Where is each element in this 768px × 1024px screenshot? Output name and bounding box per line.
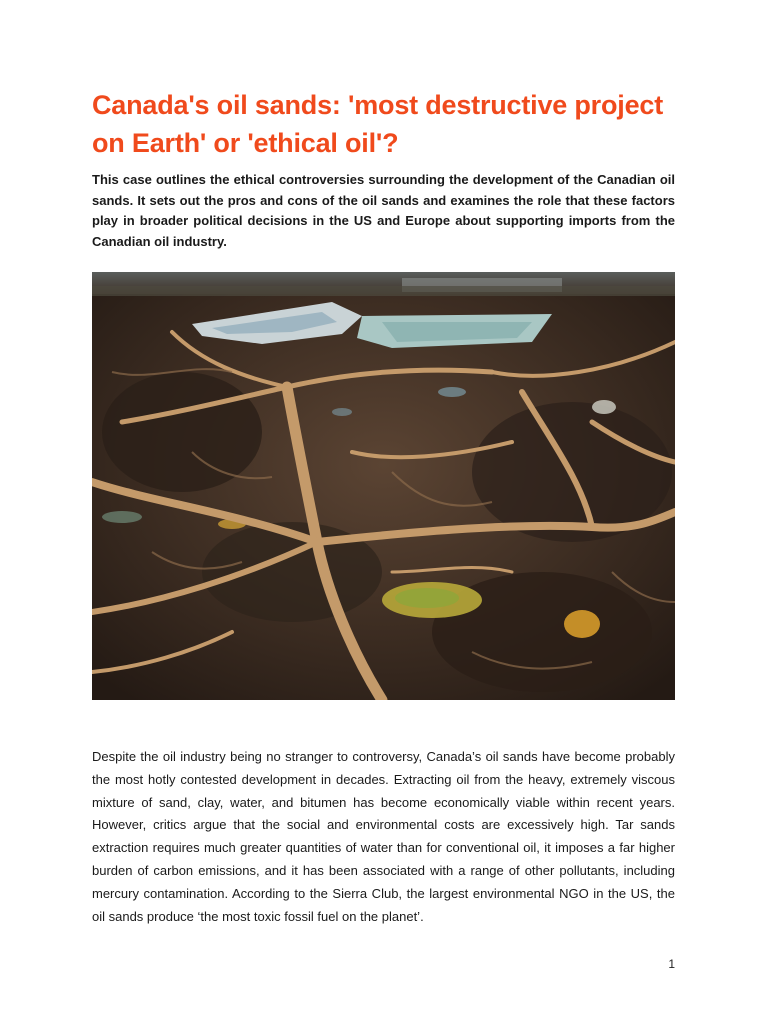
- body-paragraph: Despite the oil industry being no stranger to controversy, Canada’s oil sands have become probably the most hotly contested development in decades. Extracting oil from the heavy, extremely viscous mixture of sand, clay, water, and bitumen has become economically viable within recent years. However, critics argue that the social and environmental costs are excessively high. Tar sands extraction requires much greater quantities of water than for conventional oil, it imposes a far higher burden of carbon emissions, and it has been associated with a range of other pollutants, including mercury contamination. According to the Sierra Club, the largest environmental NGO in the US, the oil sands produce ‘the most toxic fossil fuel on the planet’.: [92, 749, 675, 924]
- oil-sands-aerial-photo: [92, 272, 675, 700]
- page-number: 1: [668, 957, 675, 971]
- intro-paragraph: This case outlines the ethical controversies surrounding the development of the Canadian oil sands. It sets out the pros and cons of the oil sands and examines the role that these factors play in broader political decisions in the US and Europe about supporting imports from the Canadian oil industry.: [92, 172, 675, 250]
- document-title: Canada's oil sands: 'most destructive project on Earth' or 'ethical oil'?: [92, 90, 663, 158]
